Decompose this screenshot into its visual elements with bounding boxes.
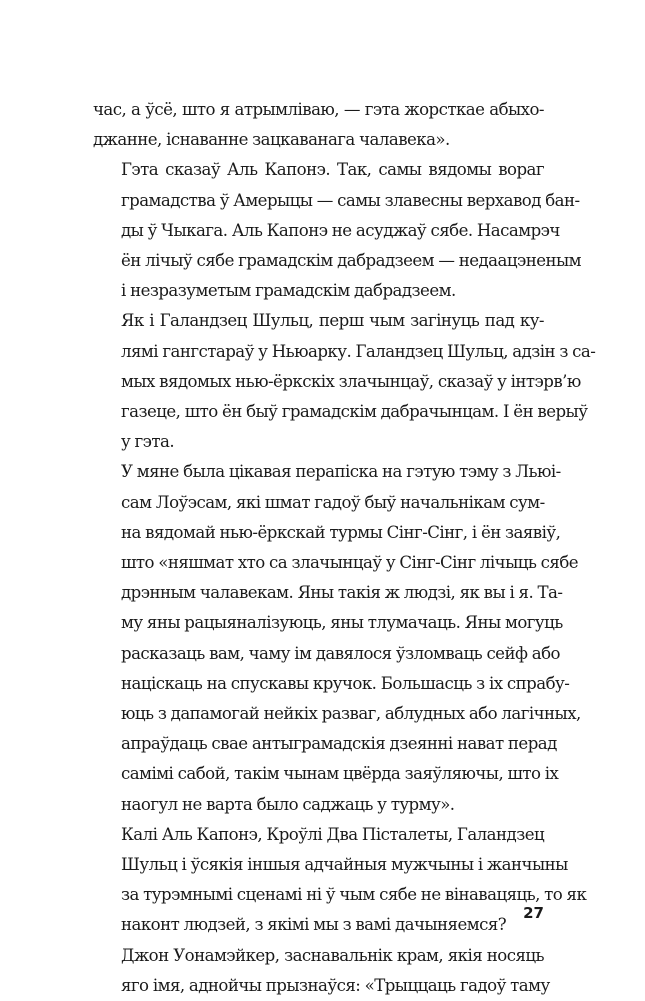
text-line: Шульц і ўсякія іншыя адчайныя мужчыны і жанчыны [121,855,568,875]
text-line: апраўдаць свае антыграмадскія дзеянні нават перад [121,734,557,754]
body-text [93,95,596,1001]
text-line: У мяне была цікавая перапіска на гэтую тэму з Льюі- [121,462,561,482]
text-line: наогул не варта было саджаць у турму». [121,794,455,814]
paragraph [93,95,544,155]
text-line: яго імя, аднойчы прызнаўся: «Трыццаць гадоў таму [121,975,550,995]
text-line: час, а ўсё, што я атрымліваю, — гэта жорсткае абыхо- [93,100,544,119]
text-line: Джон Уонамэйкер, заснавальнік крам, якія носяць [121,945,544,965]
text-line: му яны рацыяналізуюць, яны тлумачаць. Яны могуць [121,613,563,633]
text-line: Як і Галандзец Шульц, перш чым загінуць пад ку- [121,311,544,331]
text-line: у гэта. [121,432,175,452]
paragraph [93,941,550,1001]
paragraph [93,457,581,819]
text-line: і незразуметым грамадскім дабрадзеем. [121,281,456,301]
text-line: за турэмнымі сценамі ні ў чым сябе не вінавацяць, то як [121,885,587,905]
text-line: юць з дапамогай нейкіх разваг, аблудных або лагічных, [121,704,581,724]
text-line: самімі сабой, такім чынам цвёрда заяўляючы, што іх [121,764,559,784]
text-line: мых вядомых нью-ёркскіх злачынцаў, сказаў у інтэрв’ю [121,371,581,391]
text-line: Калі Аль Капонэ, Кроўлі Два Пісталеты, Галандзец [121,824,545,844]
page-number: 27 [523,904,544,922]
paragraph [93,155,582,306]
text-line: на вядомай нью-ёркскай турмы Сінг-Сінг, і ён заявіў, [121,522,561,542]
text-line: наконт людзей, з якімі мы з вамі дачыняемся? [121,915,507,935]
paragraph [93,820,587,941]
text-line: лямі гангстараў у Ньюарку. Галандзец Шульц, адзін з са- [121,341,596,361]
text-line: ды ў Чыкага. Аль Капонэ не асуджаў сябе. Насамрэч [121,220,560,240]
text-line: ён лічыў сябе грамадскім дабрадзеем — недаацэненым [121,251,582,271]
text-line: што «няшмат хто са злачынцаў у Сінг-Сінг лічыць сябе [121,553,579,573]
text-line: расказаць вам, чаму ім давялося ўзломваць сейф або [121,643,560,663]
text-line: газеце, што ён быў грамадскім дабрачынцам. І ён верыў [121,402,588,422]
text-line: націскаць на спускавы кручок. Большасць з іх спрабу- [121,673,570,693]
paragraph [93,306,596,457]
text-line: сам Лоўэсам, які шмат гадоў быў начальнікам сум- [121,492,545,512]
text-line: Гэта сказаў Аль Капонэ. Так, самы вядомы вораг [121,160,544,180]
text-line: дрэнным чалавекам. Яны такія ж людзі, як вы і я. Та- [121,583,563,603]
text-line: джанне, існаванне зацкаванага чалавека». [93,130,450,150]
text-line: грамадства ў Амерыцы — самы злавесны верхавод бан- [121,190,580,210]
